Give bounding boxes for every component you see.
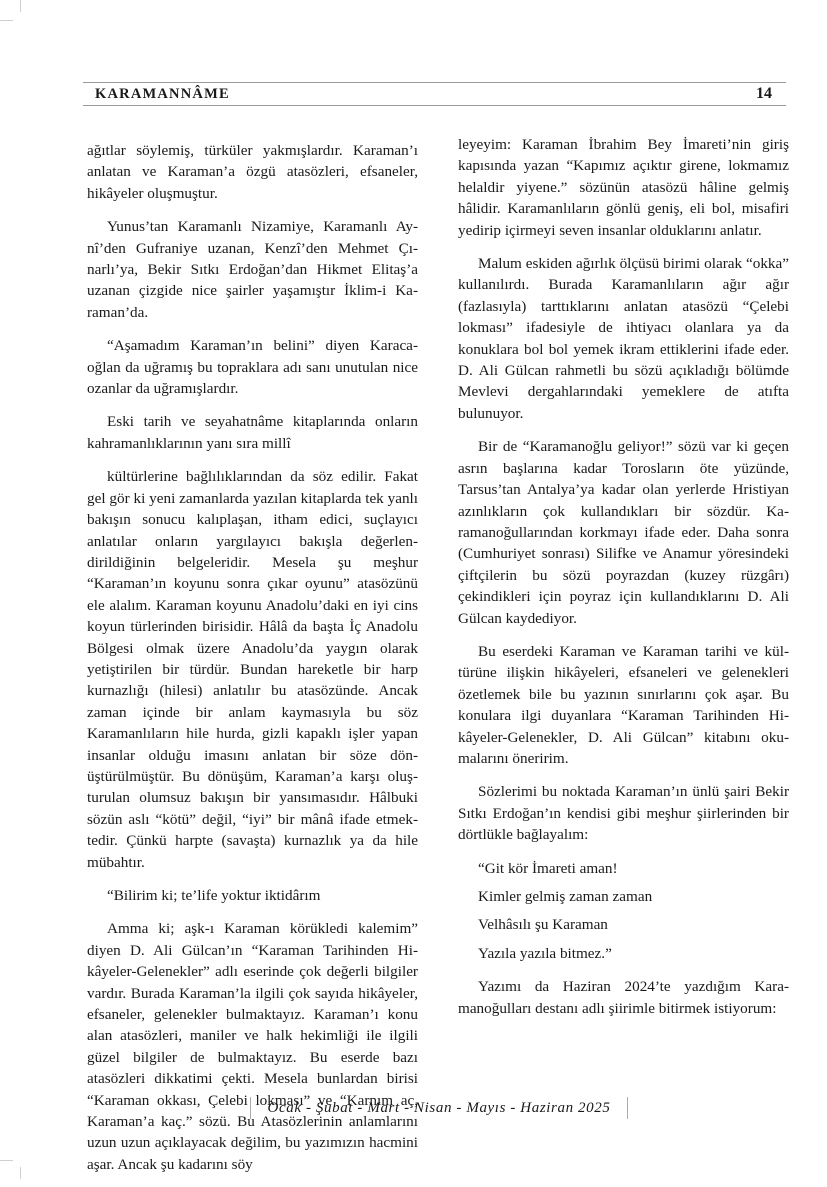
paragraph: Bu eserdeki Karaman ve Karaman tarihi ve kültürüne ilişkin hikâyeleri, efsaneleri ve gelenekleri özetlemek bile bu yazının sınırlarını çok aşar. Bu konulara ilgi duyanlara “Karaman Tarihinden Hikâyeler-Gelenekler, D. Ali Gülcan” kitabını okumalarını öneririm.	[458, 642, 789, 767]
issue-date: Ocak - Şubat - Mart - Nisan - Mayıs - Haziran 2025	[267, 1100, 611, 1116]
paragraph: Bir de “Karamanoğlu geliyor!” sözü var ki geçen asrın başlarına kadar Torosların öte yüzünde, Tarsus’tan Antalya’ya kadar olan yerlerde Hristiyan azınlıkların çok kullandıkları bir sözdür. Karamanoğullarından korkmayı ifade eder. Daha sonra (Cumhuriyet sonrası) Silifke ve Anamur yöresindeki çiftçilerin bu sözü poyrazdan (kuzey rüzgârı) çekindikleri için poyraz için kullandıklarını D. Ali Gülcan kaydediyor.	[458, 438, 789, 627]
verse-line: Yazıla yazıla bitmez.”	[478, 944, 612, 962]
journal-title: KARAMANNÂME	[95, 86, 230, 102]
running-header	[83, 82, 786, 106]
paragraph: Sözlerimi bu noktada Karaman’ın ünlü şairi Bekir Sıtkı Erdoğan’ın kendisi gibi meşhur şiirlerinden bir dörtlükle bağlayalım:	[458, 783, 789, 844]
verse-line: Kimler gelmiş zaman zaman	[478, 888, 653, 905]
crop-mark	[20, 1167, 21, 1179]
paragraph: kültürlerine bağlılıklarından da söz edilir. Fakat gel gör ki yeni zamanlarda yazılan kitaplarda tek yanlı bakışın sonucu kalıplaşan, itham edici, suçlayıcı anlatılar onların yargılayıcı bakışla değerlendirildiğinin belgeleridir. Mesela şu meşhur “Karaman’ın koyunu sonra çıkar oyunu” atasözünü ele alalım. Karaman koyunu Anadolu’daki en iyi cins koyun türlerinden birisidir. Hâlâ da başta İç Anadolu Bölgesi olmak üzere Anadolu’da yaygın olarak yetiştirilen bir türdür. Bundan hareketle bir harp kurnazlığı (hilesi) anlatılır bu atasözünde. Ancak zaman içinde bir anlam kaymasıyla bu söz Karamanlıların hile hurda, gizli kapaklı işler yapan insanlar olduğu imasını anlatan bir söze dönüştürülmüştür. Bu dönüşüm, Karaman’a karşı oluşturulan olumsuz bakışın bir yansımasıdır. Hâlbuki sözün aslı “kötü” değil, “iyi” bir mânâ ifade etmektedir. Çünkü harpte (savaşta) kurnazlık ya da hile mübahtır.	[87, 468, 418, 871]
crop-mark	[0, 1160, 13, 1161]
verse-line: Velhâsılı şu Karaman	[478, 916, 608, 934]
page-number: 14	[756, 85, 772, 102]
paragraph: leyeyim: Karaman İbrahim Bey İmareti’nin giriş kapısında yazan “Kapımız açıktır girene, lokmamız helaldir yiyene.” sözünün atasözü hâline gelmiş hâlidir. Karamanlıların gönlü geniş, eli bol, misafiri yedirip içirmeyi seven insanlar olduklarını anlatır.	[458, 136, 789, 239]
right-column	[458, 134, 789, 1031]
crop-mark	[20, 0, 21, 12]
paragraph: Malum eskiden ağırlık ölçüsü birimi olarak “okka” kullanılırdı. Burada Karamanlıların ağır ağır (fazlasıyla) tarttıklarını anlatan atasözü “Çelebi lokması” ifadesiyle de ihtiyacı olanlara ya da konuklara bol bol yemek ikram ettiklerini ifade eder. D. Ali Gülcan rahmetli bu sözü açıkladığı bölümde Mevlevi dergahlarındaki yemeklere de atıfta bulunuyor.	[458, 255, 789, 422]
crop-mark	[0, 20, 13, 21]
left-column	[87, 140, 418, 1187]
verse-line: “Git kör İmareti aman!	[478, 859, 618, 877]
paragraph: Eski tarih ve seyahatnâme kitaplarında onların kahramanlıklarının yanı sıra millî	[87, 413, 418, 452]
paragraph: ağıtlar söylemiş, türküler yakmışlardır. Karaman’ı anlatan ve Karaman’a özgü atasözleri, efsaneler, hikâyeler oluşmuştur.	[87, 142, 418, 202]
running-footer	[250, 1097, 628, 1119]
paragraph: “Aşamadım Karaman’ın belini” diyen Karacaoğlan da uğramış bu topraklara adı sanı unutulan nice ozanlar da uğramışlardır.	[87, 337, 418, 398]
paragraph: Yunus’tan Karamanlı Nizamiye, Karamanlı Aynî’den Gufraniye uzanan, Kenzî’den Mehmet Çınarlı’ya, Bekir Sıtkı Erdoğan’dan Hikmet Elitaş’a uzanan çizgide nice şairler yaşamıştır İklim-i Karaman’da.	[87, 218, 418, 321]
paragraph: Amma ki; aşk-ı Karaman körükledi kalemim” diyen D. Ali Gülcan’ın “Karaman Tarihinden Hikâyeler-Gelenekler” adlı eserinde çok değerli bilgiler vardır. Burada Karaman’la ilgili çok sayıda hikâyeler, efsaneler, gelenekler bulmaktayız. Karaman’ı konu alan atasözleri, maniler ve halk hekimliği ile ilgili güzel bilgiler de bulmaktayız. Bu eserde bazı atasözleri dikkatimi çekti. Mesela bunlardan birisi “Karaman okkası, Çelebi lokması” ve “Karnım aç, Karaman’a kaç.” sözü. Bu Atasözlerinin anlamlarını uzun uzun açıklayacak değilim, bu yazımızın hacmini aşar. Ancak şu kadarını söy	[87, 920, 418, 1173]
paragraph: Yazımı da Haziran 2024’te yazdığım Karamanoğulları destanı adlı şiirimle bitirmek istiyorum:	[458, 978, 789, 1017]
paragraph: “Bilirim ki; te’life yoktur iktidârım	[107, 887, 321, 904]
